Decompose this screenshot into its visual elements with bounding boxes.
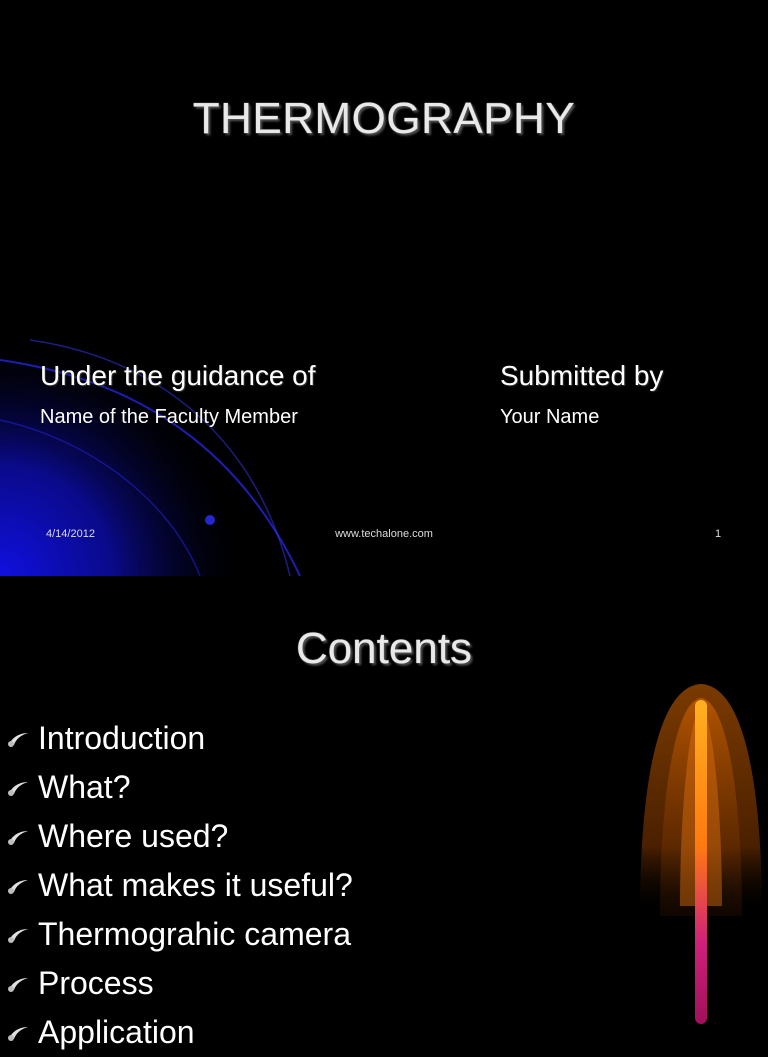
list-item — [6, 959, 353, 1008]
footer-date: 4/14/2012 — [46, 528, 95, 540]
student-name: Your Name — [500, 406, 600, 428]
list-item-label: Introduction — [38, 720, 206, 756]
swoosh-bullet-icon — [6, 925, 32, 945]
slide-number: 1 — [715, 528, 722, 540]
list-item-label: What? — [38, 769, 131, 805]
swoosh-bullet-icon — [6, 778, 32, 798]
list-item-label: What makes it useful? — [38, 867, 353, 903]
slide-title: THERMOGRAPHY — [192, 94, 576, 143]
list-item — [6, 910, 353, 959]
faculty-name: Name of the Faculty Member — [40, 406, 298, 428]
swoosh-bullet-icon — [6, 827, 32, 847]
swoosh-bullet-icon — [6, 876, 32, 896]
submitted-heading: Submitted by — [500, 360, 664, 391]
contents-list — [6, 714, 353, 1057]
swoosh-bullet-icon — [6, 974, 32, 994]
list-item — [6, 1008, 353, 1057]
guidance-heading: Under the guidance of — [40, 360, 316, 391]
list-item-label: Application — [38, 1014, 195, 1050]
footer-url: www.techalone.com — [335, 528, 433, 540]
contents-slide — [0, 576, 768, 1050]
list-item — [6, 812, 353, 861]
list-item — [6, 861, 353, 910]
swoosh-bullet-icon — [6, 729, 32, 749]
list-item — [6, 714, 353, 763]
slide-title: Contents — [295, 624, 473, 673]
swoosh-bullet-icon — [6, 1023, 32, 1043]
list-item — [6, 763, 353, 812]
list-item-label: Thermograhic camera — [38, 916, 351, 952]
list-item-label: Process — [38, 965, 154, 1001]
list-item-label: Where used? — [38, 818, 229, 854]
